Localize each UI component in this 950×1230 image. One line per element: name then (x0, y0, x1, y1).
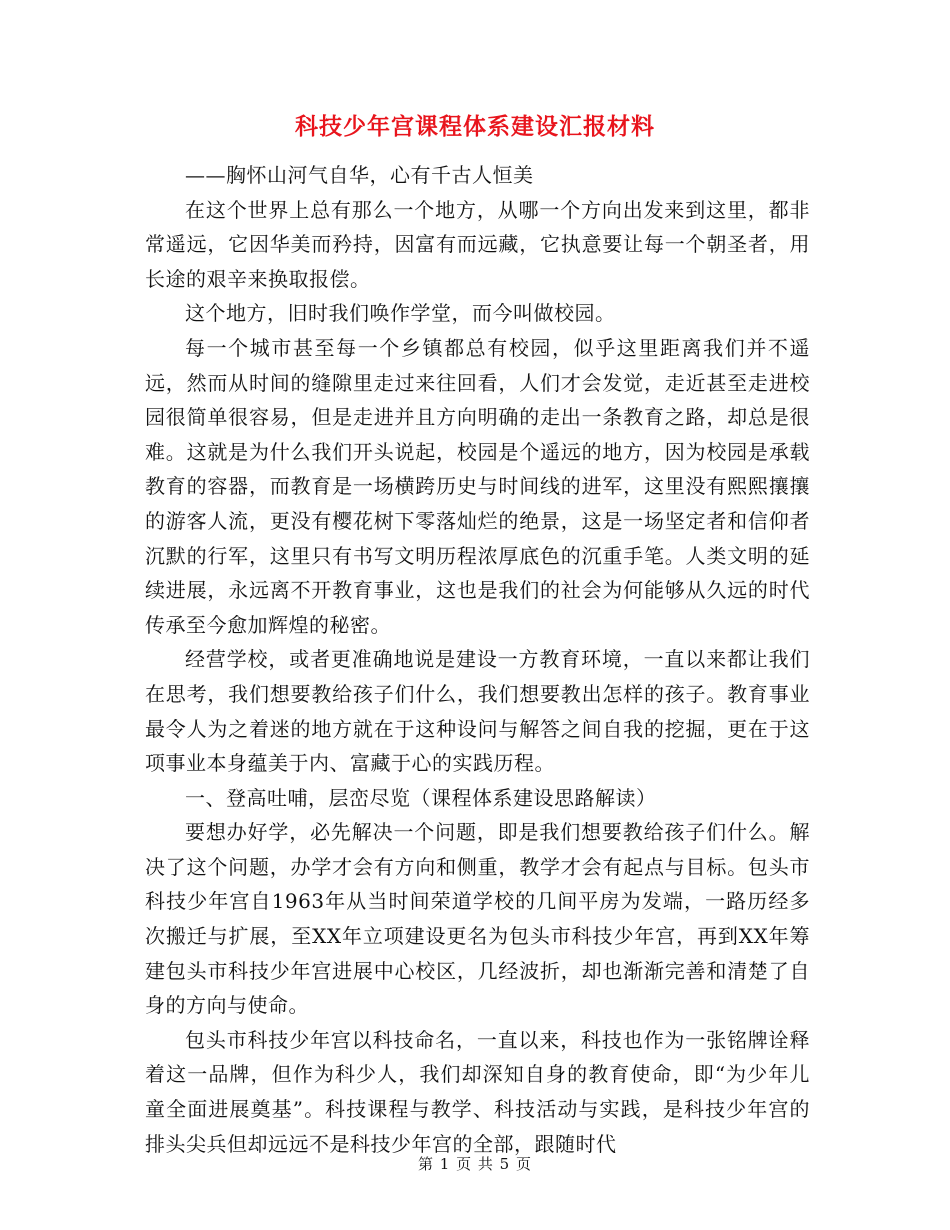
body-paragraph: 这个地方，旧时我们唤作学堂，而今叫做校园。 (185, 301, 616, 326)
body-paragraph: 每一个城市甚至每一个乡镇都总有校园，似乎这里距离我们并不遥远，然而从时间的缝隙里走过来往回看，人们才会发觉，走近甚至走进校园很简单很容易，但是走进并且方向明确的走出一条教育之路，却总是很难。这就是为什么我们开头说起，校园是个遥远的地方，因为校园是承载教育的容器，而教育是一场横跨历史与时间线的进军，这里没有熙熙攘攘的游客人流，更没有樱花树下零落灿烂的绝景，这是一场坚定者和信仰者沉默的行军，这里只有书写文明历程浓厚底色的沉重手笔。人类文明的延续进展，永远离不开教育事业，这也是我们的社会为何能够从久远的时代传承至今愈加辉煌的秘密。 (145, 335, 810, 637)
body-paragraph: 包头市科技少年宫以科技命名，一直以来，科技也作为一张铭牌诠释着这一品牌，但作为科少人，我们却深知自身的教育使命，即“为少年儿童全面进展奠基”。科技课程与教学、科技活动与实践，是科技少年宫的排头尖兵但却远远不是科技少年宫的全部，跟随时代 (145, 1027, 810, 1156)
subtitle-paragraph: ——胸怀山河气自华，心有千古人恒美 (185, 163, 534, 187)
document-title: 科技少年宫课程体系建设汇报材料 (295, 113, 655, 140)
page-number-footer: 第 1 页 共 5 页 (418, 1155, 532, 1173)
body-paragraph: 经营学校，或者更准确地说是建设一方教育环境，一直以来都让我们在思考，我们想要教给孩子们什么，我们想要教出怎样的孩子。教育事业最令人为之着迷的地方就在于这种设问与解答之间自我的挖掘，更在于这项事业本身蕴美于内、富藏于心的实践历程。 (145, 647, 810, 776)
body-paragraph: 要想办好学，必先解决一个问题，即是我们想要教给孩子们什么。解决了这个问题，办学才会有方向和侧重，教学才会有起点与目标。包头市科技少年宫自1963年从当时间荣道学校的几间平房为发端，一路历经多次搬迁与扩展，至XX年立项建设更名为包头市科技少年宫，再到XX年筹建包头市科技少年宫进展中心校区，几经波折，却也渐渐完善和清楚了自身的方向与使命。 (145, 820, 810, 1018)
document-body (145, 158, 810, 1161)
body-paragraph: 在这个世界上总有那么一个地方，从哪一个方向出发来到这里，都非常遥远，它因华美而矜持，因富有而远藏，它执意要让每一个朝圣者，用长途的艰辛来换取报偿。 (145, 197, 810, 291)
section-heading: 一、登高吐哺，层峦尽览（课程体系建设思路解读） (185, 785, 657, 810)
